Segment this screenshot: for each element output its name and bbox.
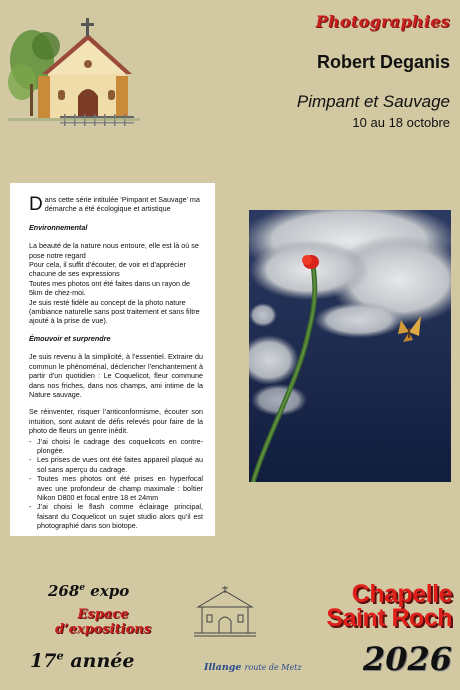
chapel-illustration [8, 12, 140, 128]
series-title: Pimpant et Sauvage [296, 92, 450, 111]
section1-line1: La beauté de la nature nous entoure, elle est là où se pose notre regard [29, 241, 199, 260]
chapel-name-line2: Saint Roch [326, 604, 452, 632]
location [204, 662, 302, 673]
location-place: Illange [204, 662, 242, 673]
intro-paragraph [29, 195, 203, 214]
list-item: - Toutes mes photos ont été prises en hyperfocal avec une profondeur de champ maximale : boîtier Nikon D800 et focal entre 18 et 24mm [29, 474, 203, 502]
exhibition-number-sup: e [79, 583, 86, 593]
event-year: 2026 [362, 640, 452, 678]
section-title-environnemental: Environnemental [29, 222, 88, 232]
artist-name: Robert Deganis [316, 52, 450, 72]
intro-dropcap: D [29, 195, 43, 214]
section2-paragraph1: Je suis revenu à la simplicité, à l’essentiel. Extraire du commun le phénoménal, déclencher l’enchantement à partir d’un quotidien : Le Coquelicot, fleur commune dans nos friches, dans nos champs, ami intime de la Nature sauvage. [29, 352, 203, 399]
venue-kind-line2: d’expositions [54, 622, 152, 637]
exhibition-dates: 10 au 18 octobre [352, 115, 450, 130]
chapel-name-line1: Chapelle [351, 580, 452, 608]
venue-kind-line1: Espace [77, 607, 129, 622]
section1-line4: Je suis resté fidèle au concept de la photo nature (ambiance naturelle sans post traitement et sans filtre ajouté à la prise de vue). [29, 297, 200, 326]
chapel-name [252, 582, 452, 630]
edition-sup: e [56, 648, 64, 663]
section2-paragraph2: Se réinventer, risquer l’anticonformisme, écouter son intuition, sont autant de défis relevés pour faire de la photo de fleurs un genre inédit. [29, 407, 203, 436]
chapel-emblem [192, 585, 258, 639]
list-item: - J’ai choisi le cadrage des coquelicots en contre-plongée. [29, 437, 203, 456]
section1-line3: Toutes mes photos ont été faites dans un rayon de 5km de chez-moi. [29, 278, 191, 298]
poppy-photo [249, 210, 451, 482]
exhibition-number-word: expo [90, 582, 130, 600]
edition-word: année [70, 650, 135, 672]
location-road: route de Metz [244, 663, 302, 672]
edition-number: 17 [30, 650, 57, 672]
exhibition-number-value: 268 [48, 582, 80, 600]
section-title-emouvoir: Émouvoir et surprendre [29, 333, 111, 343]
list-item: - J’ai choisi le flash comme éclairage principal, faisant du Coquelicot un sujet studio alors qu’il est photographié dans son biotope. [29, 502, 203, 530]
section1-line2: Pour cela, il suffit d’écouter, de voir et d’apprécier chacune de ses expressions [29, 260, 186, 279]
text-panel [10, 183, 215, 536]
exhibition-number [48, 582, 129, 600]
section2-list [29, 437, 203, 531]
header-kicker: Photographies [315, 12, 450, 31]
intro-text: ans cette série intitulée ‘Pimpant et Sauvage’ ma démarche a été écologique et artistique [44, 195, 200, 214]
section-environnemental [29, 241, 203, 326]
edition-year [30, 650, 134, 672]
list-item: - Les prises de vues ont été faites appareil plaqué au sol sans aperçu du cadrage. [29, 455, 203, 474]
venue-kind [28, 607, 178, 637]
